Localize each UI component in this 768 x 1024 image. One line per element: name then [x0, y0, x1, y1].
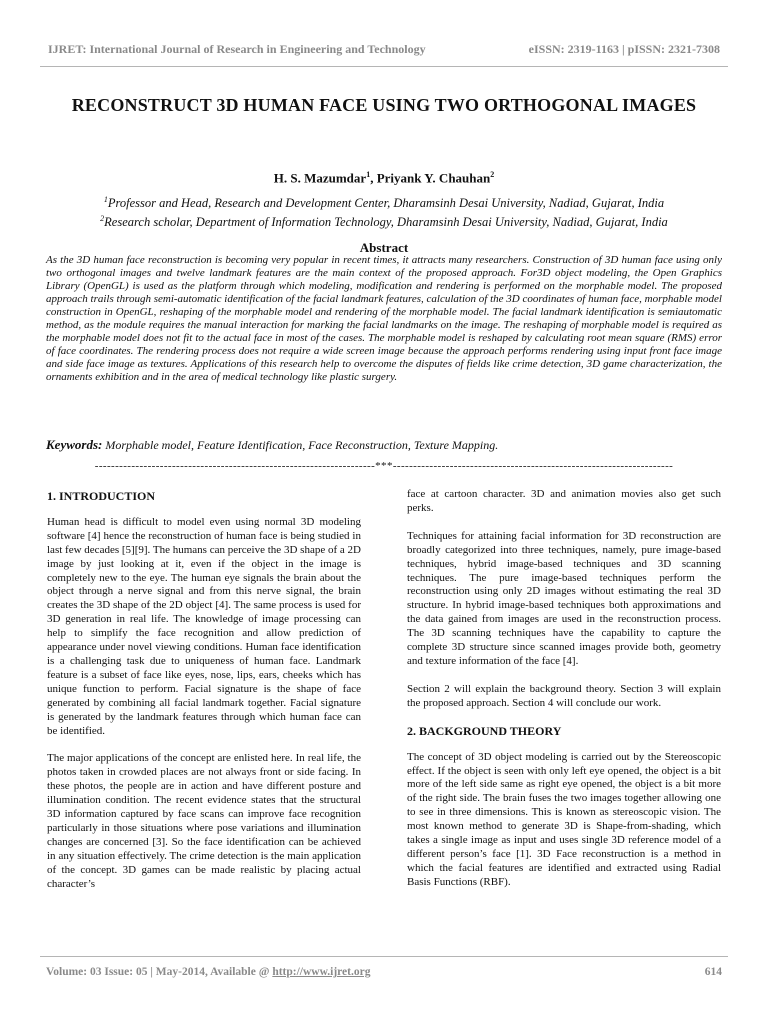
- affiliation-text: Research scholar, Department of Information Technology, Dharamsinh Desai University, Nadiad, Gujarat, India: [104, 215, 668, 230]
- paragraph: Section 2 will explain the background theory. Section 3 will explain the proposed approach. Section 4 will conclude our work.: [407, 682, 721, 709]
- keywords: [46, 437, 722, 453]
- affiliation-text: Professor and Head, Research and Development Center, Dharamsinh Desai University, Nadiad, Gujarat, India: [107, 196, 665, 211]
- author-name: Priyank Y. Chauhan: [376, 170, 491, 186]
- affiliations: [40, 192, 728, 230]
- section-heading: 1. INTRODUCTION: [47, 489, 156, 503]
- paragraph: The concept of 3D object modeling is carried out by the Stereoscopic effect. If the object is seen with only left eye opened, the object is a bit more of the left side same as right eye opened, the object is a bit more of the right side. The brain fuses the two images together allowing one to see in three dimensions. This is known as stereoscopic vision. The most known method to generate 3D is Shape-from-shading, which takes a single image as input and uses single 3D reference model of a different person’s face [1]. 3D Face reconstruction is a method in which the facial features are identified and extracted using Radial Basis Functions (RBF).: [407, 750, 721, 888]
- journal-link[interactable]: http://www.ijret.org: [272, 966, 371, 978]
- paragraph: face at cartoon character. 3D and animation movies also get such perks.: [407, 488, 721, 514]
- author-list: [40, 170, 728, 186]
- author-separator: ,: [370, 170, 377, 186]
- abstract-heading: Abstract: [359, 240, 409, 255]
- affiliation-mark: 1: [103, 195, 108, 204]
- paragraph: Techniques for attaining facial information for 3D reconstruction are broadly categorized into three techniques, namely, pure image-based techniques, hybrid image-based techniques and 3D scanning techniques. The pure image-based techniques perform the reconstruction using only 2D images without estimating the real 3D structure. In hybrid image-based techniques both approximations and the data gained from images are used in the reconstruction process. The 3D scanning techniques have the capability to capture the complete 3D structure since scanned images provide both, geometry and texture information of the face [4].: [407, 529, 721, 667]
- section-divider: ---------------------------------------------------------------------***---------------------------------------------------------------------: [94, 460, 674, 472]
- footer-volume: [46, 966, 370, 978]
- footer-rule: [40, 956, 728, 957]
- section-heading: 2. BACKGROUND THEORY: [407, 723, 562, 738]
- paragraph: Human head is difficult to model even using normal 3D modeling software [4] hence the reconstruction of human face is being studied in last few decades [5][9]. The humans can perceive the 3D shape of a 2D image by just looking at it, even if the object in the image is completely new to the eye. The human eye signals the brain about the object through a nerve signal and from this nerve signal, the brain creates the 3D shape of the 2D object [4]. The same process is used for 3D generation in real life. The knowledge of image processing can help to simplify the face recognition and allow prediction of appearance under novel viewing conditions. Human face identification is a challenging task due to uniqueness of human face. Landmark feature is a subset of face like eyes, nose, lips, ears, cheeks which has unique function to perform. Facial signature is the shape of face generated by combining all facial landmark together. Facial signature is generated by the landmark features through which human face can be identified.: [47, 515, 361, 737]
- affiliation-mark: 2: [100, 214, 105, 224]
- issn: eISSN: 2319-1163 | pISSN: 2321-7308: [528, 42, 720, 56]
- author-affiliation-mark: 2: [490, 170, 495, 179]
- footer-volume-text: Volume: 03 Issue: 05 | May-2014, Available @: [46, 966, 273, 978]
- running-footer: [46, 966, 722, 978]
- keywords-label: Keywords:: [46, 437, 103, 452]
- abstract-text: As the 3D human face reconstruction is becoming very popular in recent times, it attracts many researchers. Construction of 3D human face using only two orthogonal images and twelve landmark features are the main context of the proposed approach. For3D object modeling, the Open Graphics Library (OpenGL) is used as the platform through which modeling, modification and rendering is performed on the morphable model. The proposed approach trails through semi-automatic identification of the facial landmark features, calculation of the 3D coordinates of human face, morphable model construction in OpenGL, reshaping of the morphable model and rendering of the morphable model. The facial landmark identification is semiautomatic method, as the module requires the manual interaction for marking the facial landmarks on the image. The reshaping of morphable model is required as the morphable model does not fit to the actual face in most of the cases. The morphable model is reshaped by calculating root mean square (RMS) error of face coordinates. The rendering process does not require a wide screen image because the approach performs rendering using input front face image and side face image as textures. Applications of this research help to overcome the disputes of fields like crime detection, 3D game characterization, the ornaments exhibition and in the area of medical technology like plastic surgery.: [46, 254, 722, 383]
- left-column: [47, 490, 361, 905]
- affiliation: [40, 192, 728, 211]
- author-affiliation-mark: 1: [366, 170, 371, 179]
- right-column: [407, 488, 721, 904]
- journal-name: IJRET: International Journal of Research in Engineering and Technology: [48, 42, 426, 56]
- paper-title: RECONSTRUCT 3D HUMAN FACE USING TWO ORTHOGONAL IMAGES: [71, 95, 697, 115]
- page-number: 614: [704, 966, 722, 978]
- running-header: [48, 42, 720, 57]
- keywords-text: Morphable model, Feature Identification, Face Reconstruction, Texture Mapping.: [105, 438, 499, 452]
- author-name: H. S. Mazumdar: [273, 170, 367, 186]
- affiliation: [40, 211, 728, 230]
- paragraph: The major applications of the concept are enlisted here. In real life, the photos taken in crowded places are not always front or side facing. In these photos, the people are in action and have different posture and illumination condition. The recent evidence states that the structural 3D information captured by face scans can improve face recognition particularly in those situations where pose variations and illumination changes are concerned [3]. So the face identification can be achieved in any situation effectively. The crime detection is the main application of the concept. 3D games can be made realistic by placing actual character’s: [47, 752, 361, 890]
- header-rule: [40, 66, 728, 67]
